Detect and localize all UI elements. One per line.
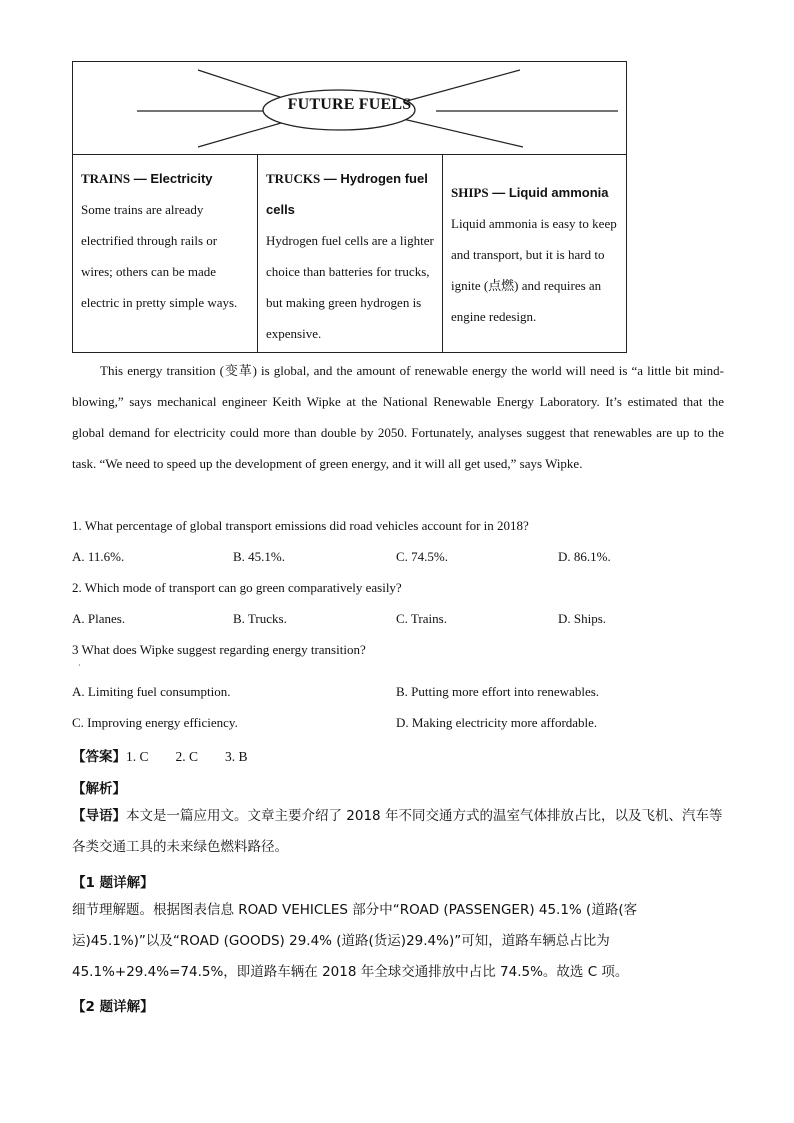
q2-option-a: A. Planes. [72,611,126,626]
trucks-heading: TRUCKS — Hydrogen fuel cells [266,171,428,217]
q3-option-d: D. Making electricity more affordable. [396,715,598,730]
mode-name: SHIPS [451,185,489,200]
answer-label: 【答案】 [72,749,126,765]
q3-option-b: B. Putting more effort into renewables. [396,684,600,699]
ships-cell [442,155,626,353]
guide-paragraph [72,801,724,863]
table-header-row [73,62,626,155]
table-title: FUTURE FUELS [287,96,412,113]
fuel-name: Liquid ammonia [508,185,609,200]
stray-dot-mark: · [78,661,81,670]
trucks-description: Hydrogen fuel cells are a lighter choice than batteries for trucks, but making green hydrogen is expensive. [266,233,434,341]
q1-option-b: B. 45.1%. [233,549,285,564]
question-1-stem: 1. What percentage of global transport emissions did road vehicles account for in 2018? [72,518,529,533]
q2-option-d: D. Ships. [558,611,607,626]
guide-text: 本文是一篇应用文。文章主要介绍了 2018 年不同交通方式的温室气体排放占比，以及飞机、汽车等各类交通工具的未来绿色燃料路径。 [72,808,723,855]
future-fuels-table [72,61,627,353]
detail-1-text: 细节理解题。根据图表信息 ROAD VEHICLES 部分中“ROAD (PASSENGER) 45.1% (道路(客运)45.1%)”以及“ROAD (GOODS) 29.4% (道路(货运)29.4%)”可知，道路车辆总占比为 45.1%+29.4%=74.5%，即道路车辆在 2018 年全球交通排放中占比 74.5%。故选 C 项。 [72,902,638,980]
mode-name: TRAINS [81,171,131,186]
q2-option-b: B. Trucks. [233,611,287,626]
trains-cell [73,155,257,353]
analysis-label: 【解析】 [72,781,126,797]
detail-2-label: 【2 题详解】 [72,999,154,1015]
passage-paragraph: This energy transition (变革) is global, and the amount of renewable energy the world will need is “a little bit mind-blowing,” says mechanical engineer Keith Wipke at the National Renewable Energy Laboratory. It’s estimated that the global demand for electricity could more than double by 2050. Fortunately, analyses suggest that renewables are up to the task. “We need to speed up the development of green energy, and it will all get used,” says Wipke. [72,363,724,471]
diagram-line [403,119,523,147]
ships-heading: SHIPS — Liquid ammonia [451,185,609,200]
fuel-name: Hydrogen fuel cells [266,171,428,217]
guide-label: 【导语】 [72,808,126,824]
ships-description: Liquid ammonia is easy to keep and transport, but it is hard to ignite (点燃) and requires an engine redesign. [451,216,617,324]
trains-heading: TRAINS — Electricity [81,171,213,186]
trains-description: Some trains are already electrified through rails or wires; others can be made electric in pretty simple ways. [81,202,238,310]
q3-option-a: A. Limiting fuel consumption. [72,684,231,699]
q3-option-c: C. Improving energy efficiency. [72,715,238,730]
answer-text: 1. C 2. C 3. B [126,749,248,764]
q2-option-c: C. Trains. [396,611,447,626]
trucks-cell [257,155,442,353]
q1-option-a: A. 11.6%. [72,549,125,564]
question-2-stem: 2. Which mode of transport can go green comparatively easily? [72,580,402,595]
answer-line [72,745,248,765]
mode-name: TRUCKS [266,171,321,186]
fuel-name: Electricity [150,171,213,186]
q1-option-d: D. 86.1%. [558,549,611,564]
q1-option-c: C. 74.5%. [396,549,448,564]
question-3-stem: 3 What does Wipke suggest regarding energy transition? [72,642,366,657]
detail-1-label: 【1 题详解】 [72,875,154,891]
